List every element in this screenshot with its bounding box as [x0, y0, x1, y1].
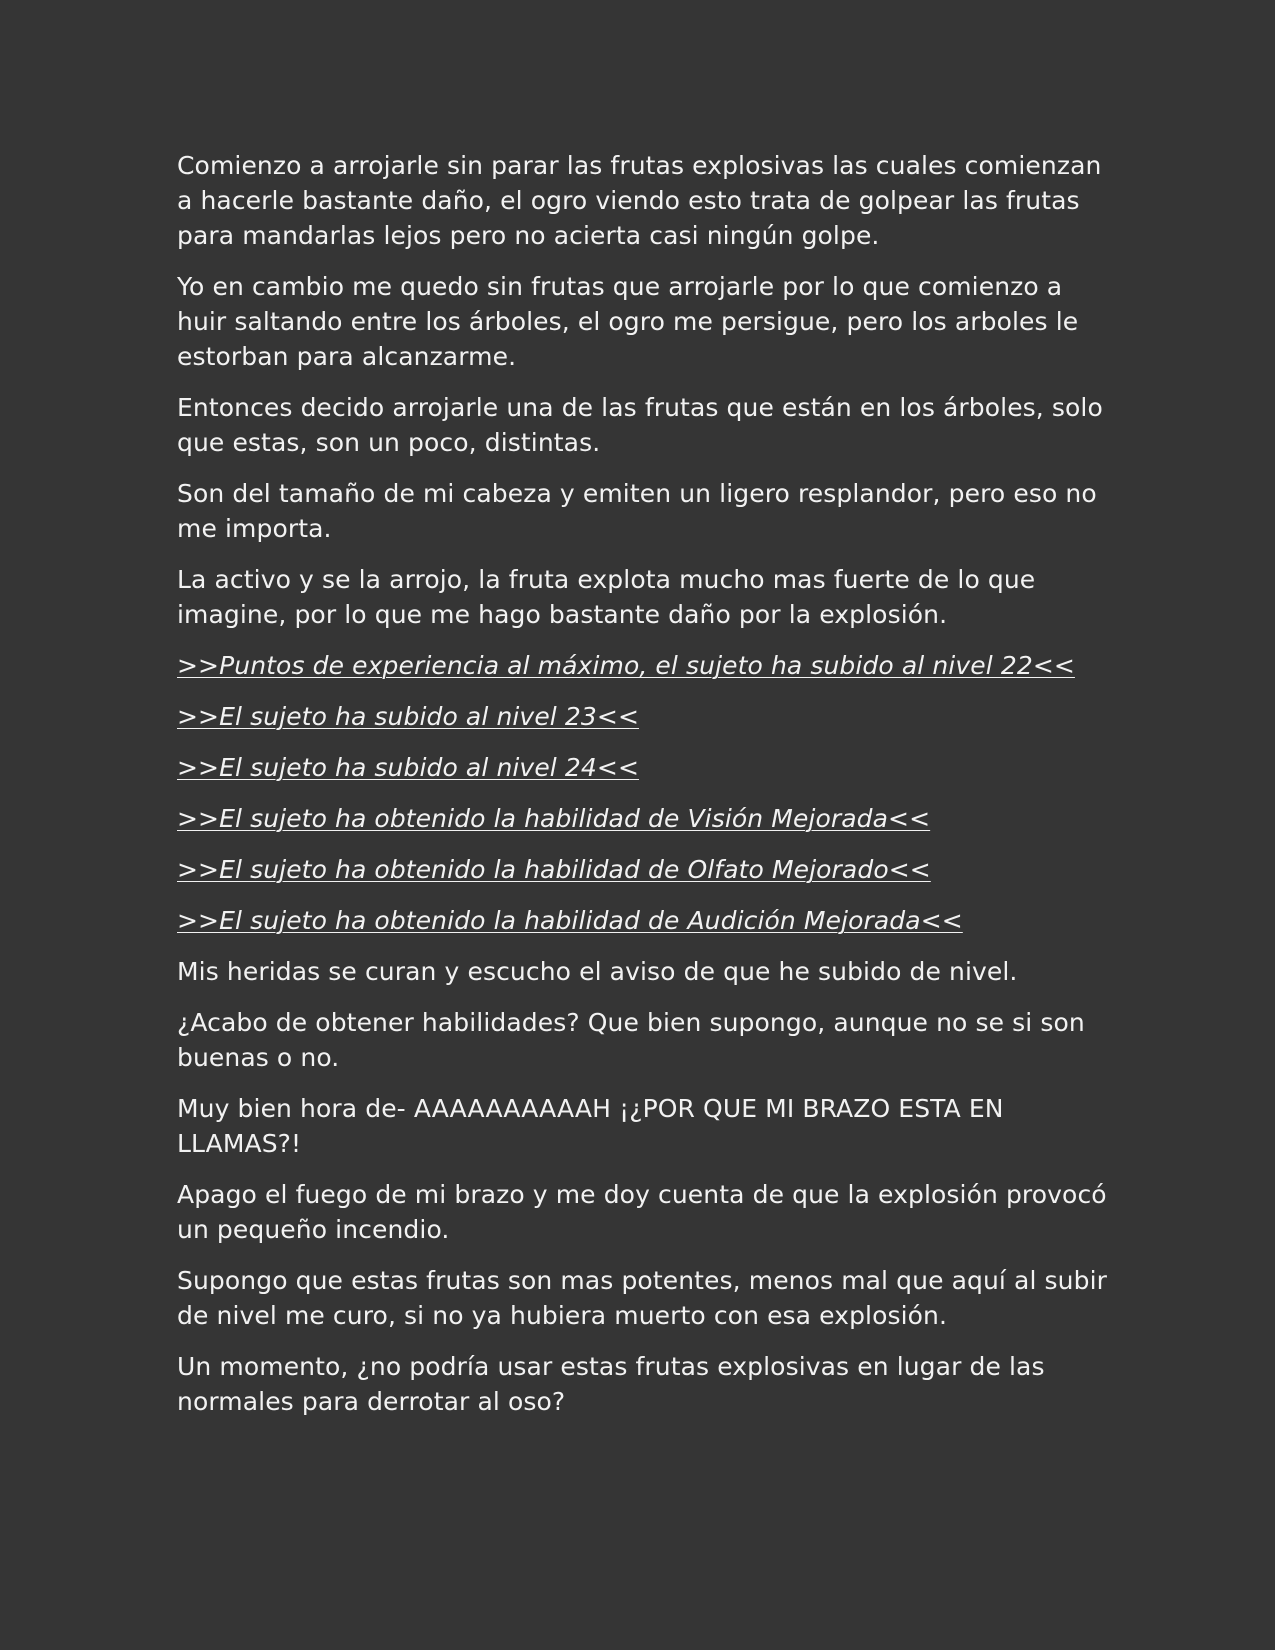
- paragraph: Un momento, ¿no podría usar estas frutas explosivas en lugar de las normales para derrotar al oso?: [177, 1352, 1045, 1416]
- system-message: >>Puntos de experiencia al máximo, el sujeto ha subido al nivel 22<<: [177, 651, 1075, 680]
- system-message: >>El sujeto ha obtenido la habilidad de Visión Mejorada<<: [177, 804, 931, 833]
- paragraph: Apago el fuego de mi brazo y me doy cuenta de que la explosión provocó un pequeño incendio.: [177, 1180, 1107, 1244]
- paragraph: Entonces decido arrojarle una de las frutas que están en los árboles, solo que estas, son un poco, distintas.: [177, 393, 1103, 457]
- paragraph: Supongo que estas frutas son mas potentes, menos mal que aquí al subir de nivel me curo, si no ya hubiera muerto con esa explosión.: [177, 1266, 1107, 1330]
- paragraph: Comienzo a arrojarle sin parar las frutas explosivas las cuales comienzan a hacerle bastante daño, el ogro viendo esto trata de golpear las frutas para mandarlas lejos pero no acierta casi ningún golpe.: [177, 151, 1102, 250]
- paragraph: Son del tamaño de mi cabeza y emiten un ligero resplandor, pero eso no me importa.: [177, 479, 1097, 543]
- paragraph: Mis heridas se curan y escucho el aviso de que he subido de nivel.: [177, 957, 1018, 986]
- paragraph: La activo y se la arrojo, la fruta explota mucho mas fuerte de lo que imagine, por lo que me hago bastante daño por la explosión.: [177, 565, 1036, 629]
- system-message: >>El sujeto ha obtenido la habilidad de Audición Mejorada<<: [177, 906, 963, 935]
- system-message: >>El sujeto ha subido al nivel 24<<: [177, 753, 640, 782]
- paragraph: ¿Acabo de obtener habilidades? Que bien supongo, aunque no se si son buenas o no.: [177, 1008, 1085, 1072]
- system-message: >>El sujeto ha subido al nivel 23<<: [177, 702, 640, 731]
- system-message: >>El sujeto ha obtenido la habilidad de Olfato Mejorado<<: [177, 855, 931, 884]
- document-body: [177, 148, 1117, 1435]
- paragraph: Yo en cambio me quedo sin frutas que arrojarle por lo que comienzo a huir saltando entre los árboles, el ogro me persigue, pero los arboles le estorban para alcanzarme.: [177, 272, 1079, 371]
- paragraph: Muy bien hora de- AAAAAAAAAAH ¡¿POR QUE MI BRAZO ESTA EN LLAMAS?!: [177, 1094, 1004, 1158]
